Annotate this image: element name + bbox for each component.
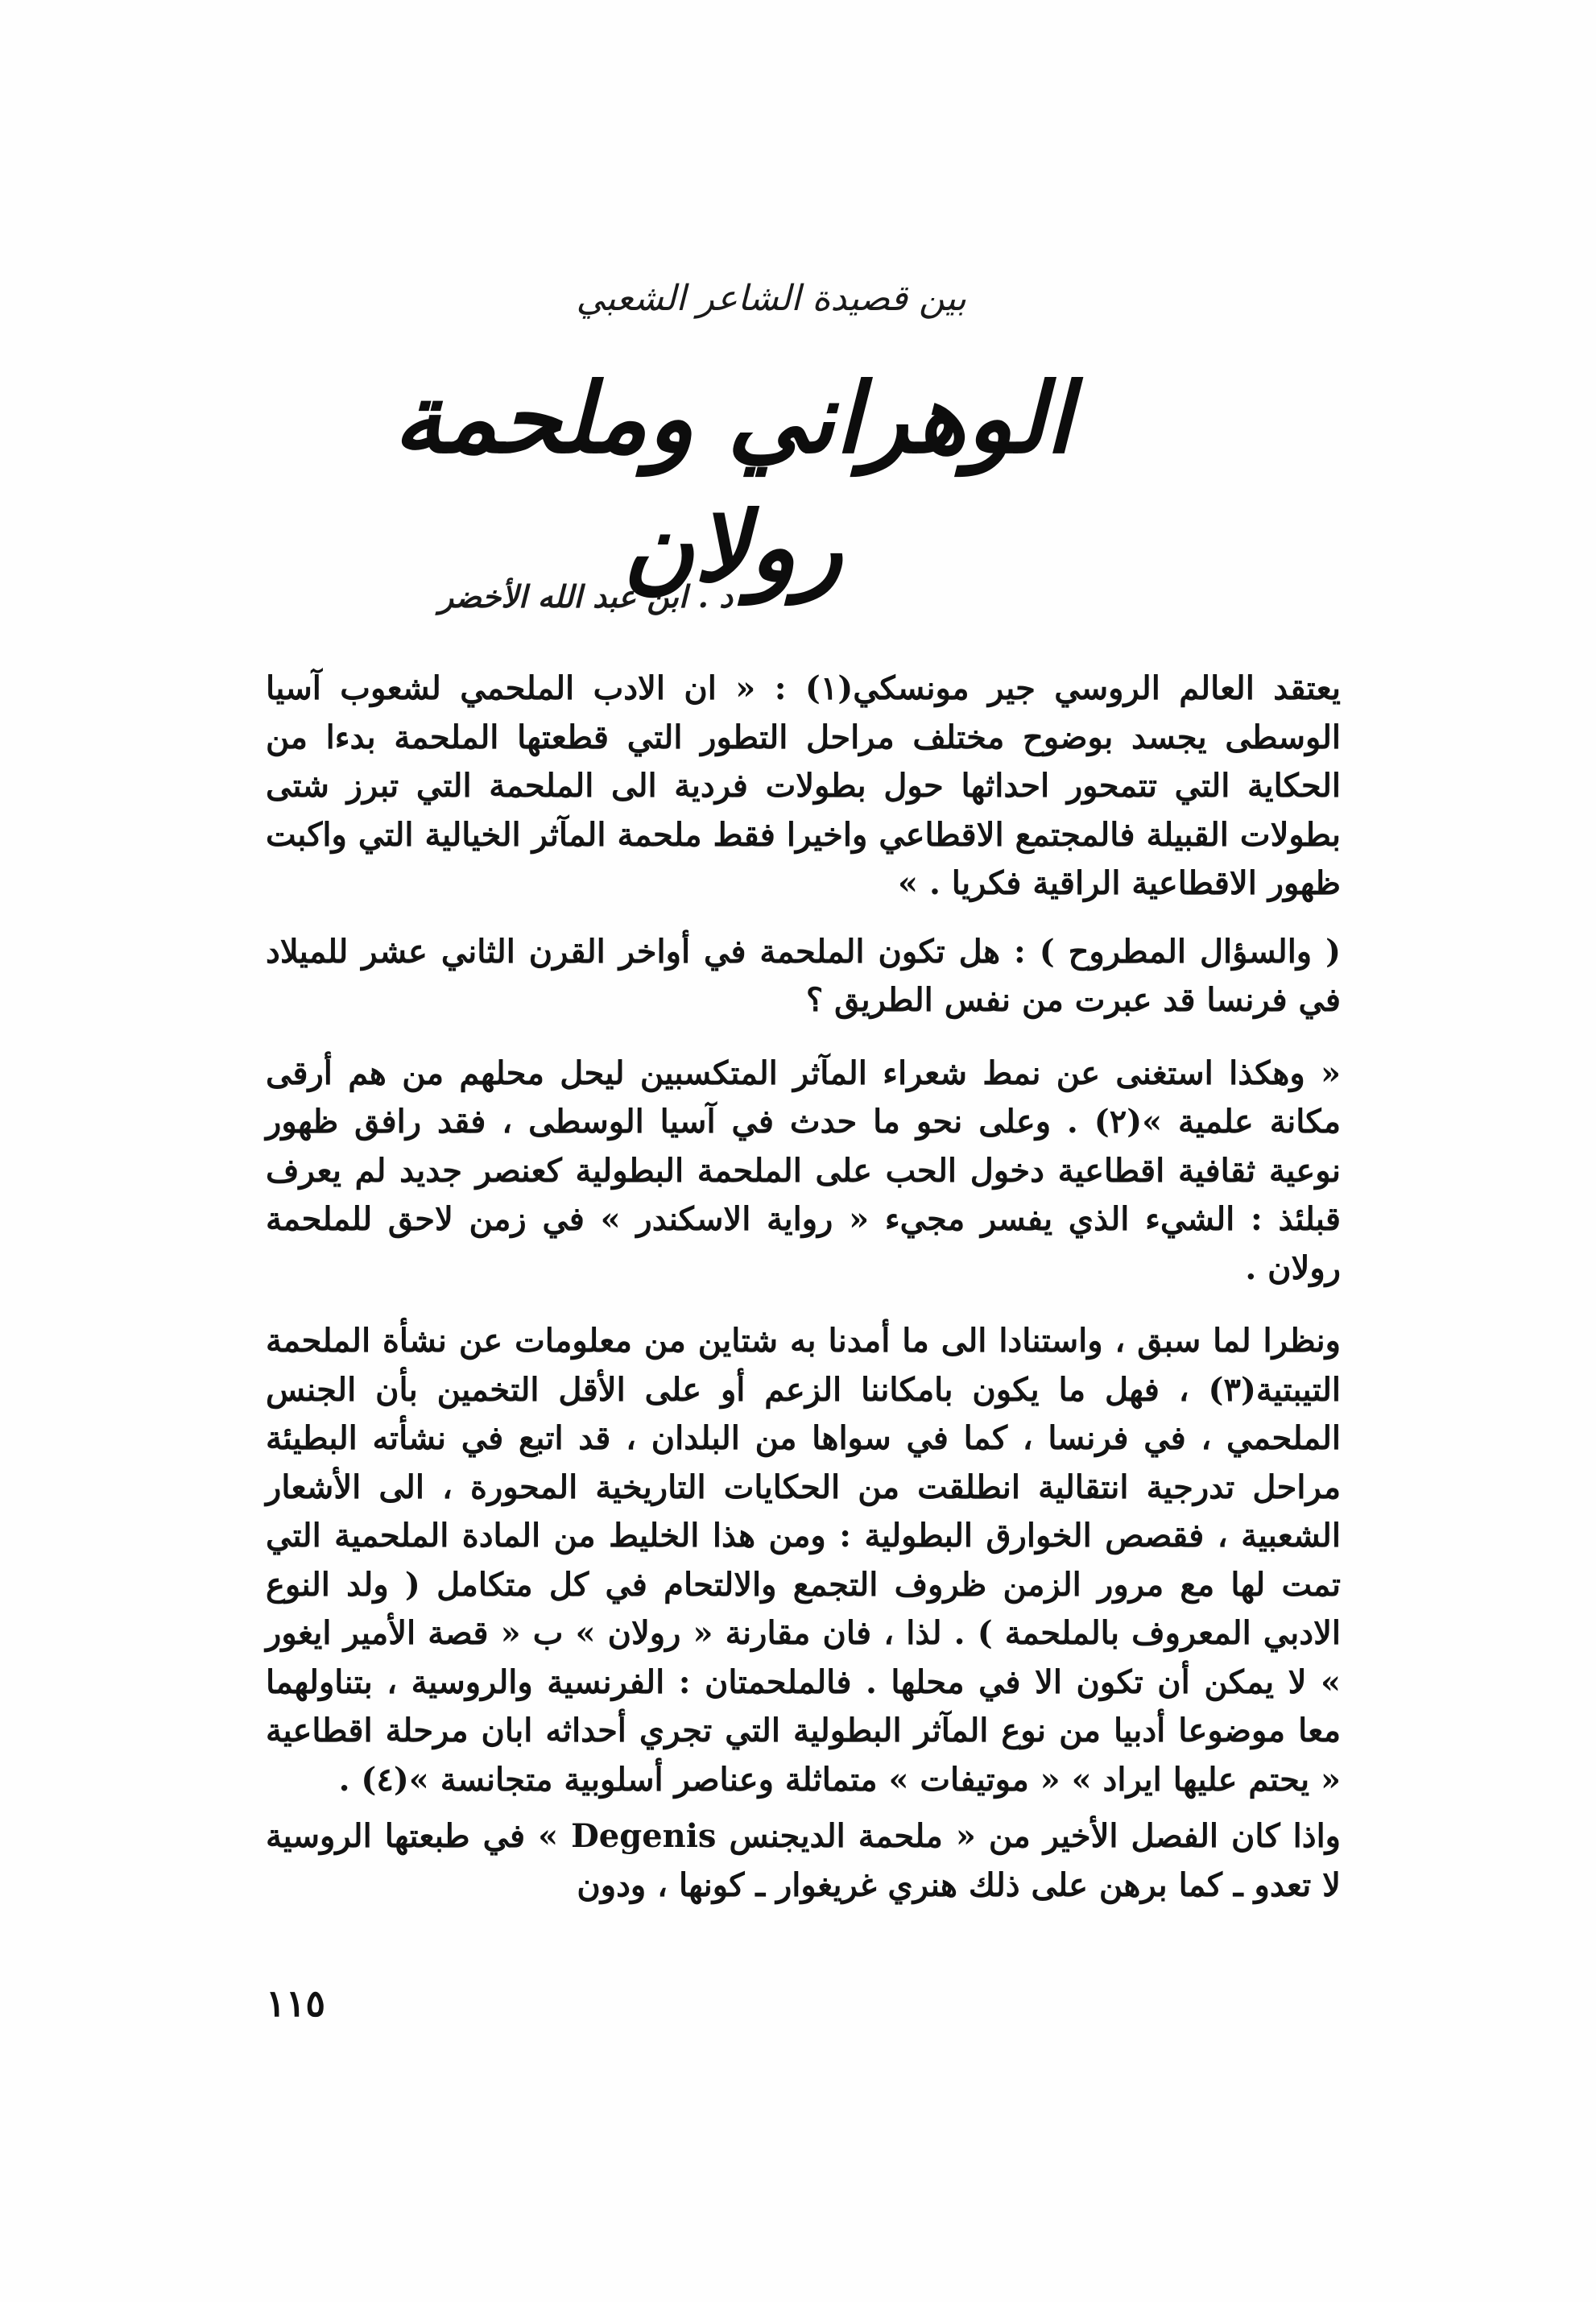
page-number: ١١٥ <box>266 1981 326 2025</box>
article-title: الوهراني وملحمة رولان <box>393 362 1073 604</box>
article-body <box>266 665 1341 1910</box>
paragraph-quote: « وهكذا استغنى عن نمط شعراء المآثر المتكسبين ليحل محلهم من هم أرقى مكانة علمية »(٢) . وعلى نحو ما حدث في آسيا الوسطى ، فقد رافق ظهور نوعية ثقافية اقطاعية دخول الحب على الملحمة البطولية كعنصر جديد لم يعرف قبلئذ : الشيء الذي يفسر مجيء « رواية الاسكندر » في زمن لاحق للملحمة رولان . <box>266 1054 1341 1287</box>
paragraph-argument: ونظرا لما سبق ، واستنادا الى ما أمدنا به شتاين من معلومات عن نشأة الملحمة التيبتية(٣) ، فهل ما يكون بامكاننا الزعم أو على الأقل التخمين بأن الجنس الملحمي ، في فرنسا ، كما في سواها من البلدان ، قد اتبع في نشأته البطيئة مراحل تدرجية انتقالية انطلقت من الحكايات التاريخية المحورة ، الى الأشعار الشعبية ، فقصص الخوارق البطولية : ومن هذا الخليط من المادة الملحمية التي تمت لها مع مرور الزمن ظروف التجمع والالتحام في كل متكامل ( ولد النوع الادبي المعروف بالملحمة ) . لذا ، فان مقارنة « رولان » ب « قصة الأمير ايغور » لا يمكن أن تكون الا في محلها . فالملحمتان : الفرنسية والروسية ، بتناولهما معا موضوعا أدبيا من نوع المآثر البطولية التي تجري أحداثه ابان مرحلة اقطاعية « يحتم عليها ايراد » « موتيفات » متماثلة وعناصر أسلوبية متجانسة »(٤) . <box>266 1322 1341 1799</box>
author-byline: د . ابن عبد الله الأخضر <box>438 578 733 615</box>
paragraph-intro: يعتقد العالم الروسي جير مونسكي(١) : « ان الادب الملحمي لشعوب آسيا الوسطى يجسد بوضوح مختلف مراحل التطور التي قطعتها الملحمة بدءا من الحكاية التي تتمحور احداثها حول بطولات فردية الى الملحمة التي تبرز شتى بطولات القبيلة فالمجتمع الاقطاعي واخيرا فقط ملحمة المآثر الخيالية التي واكبت ظهور الاقطاعية الراقية فكريا . » <box>266 669 1341 902</box>
article-subtitle: بين قصيدة الشاعر الشعبي <box>576 278 966 319</box>
paragraph-question: ( والسؤال المطروح ) : هل تكون الملحمة في أواخر القرن الثاني عشر للميلاد في فرنسا قد عبرت من نفس الطريق ؟ <box>266 932 1341 1019</box>
paragraph-closing: واذا كان الفصل الأخير من « ملحمة الديجنس Degenis » في طبعتها الروسية لا تعدو ـ كما برهن على ذلك هنري غريغوار ـ كونها ، ودون <box>266 1817 1341 1904</box>
